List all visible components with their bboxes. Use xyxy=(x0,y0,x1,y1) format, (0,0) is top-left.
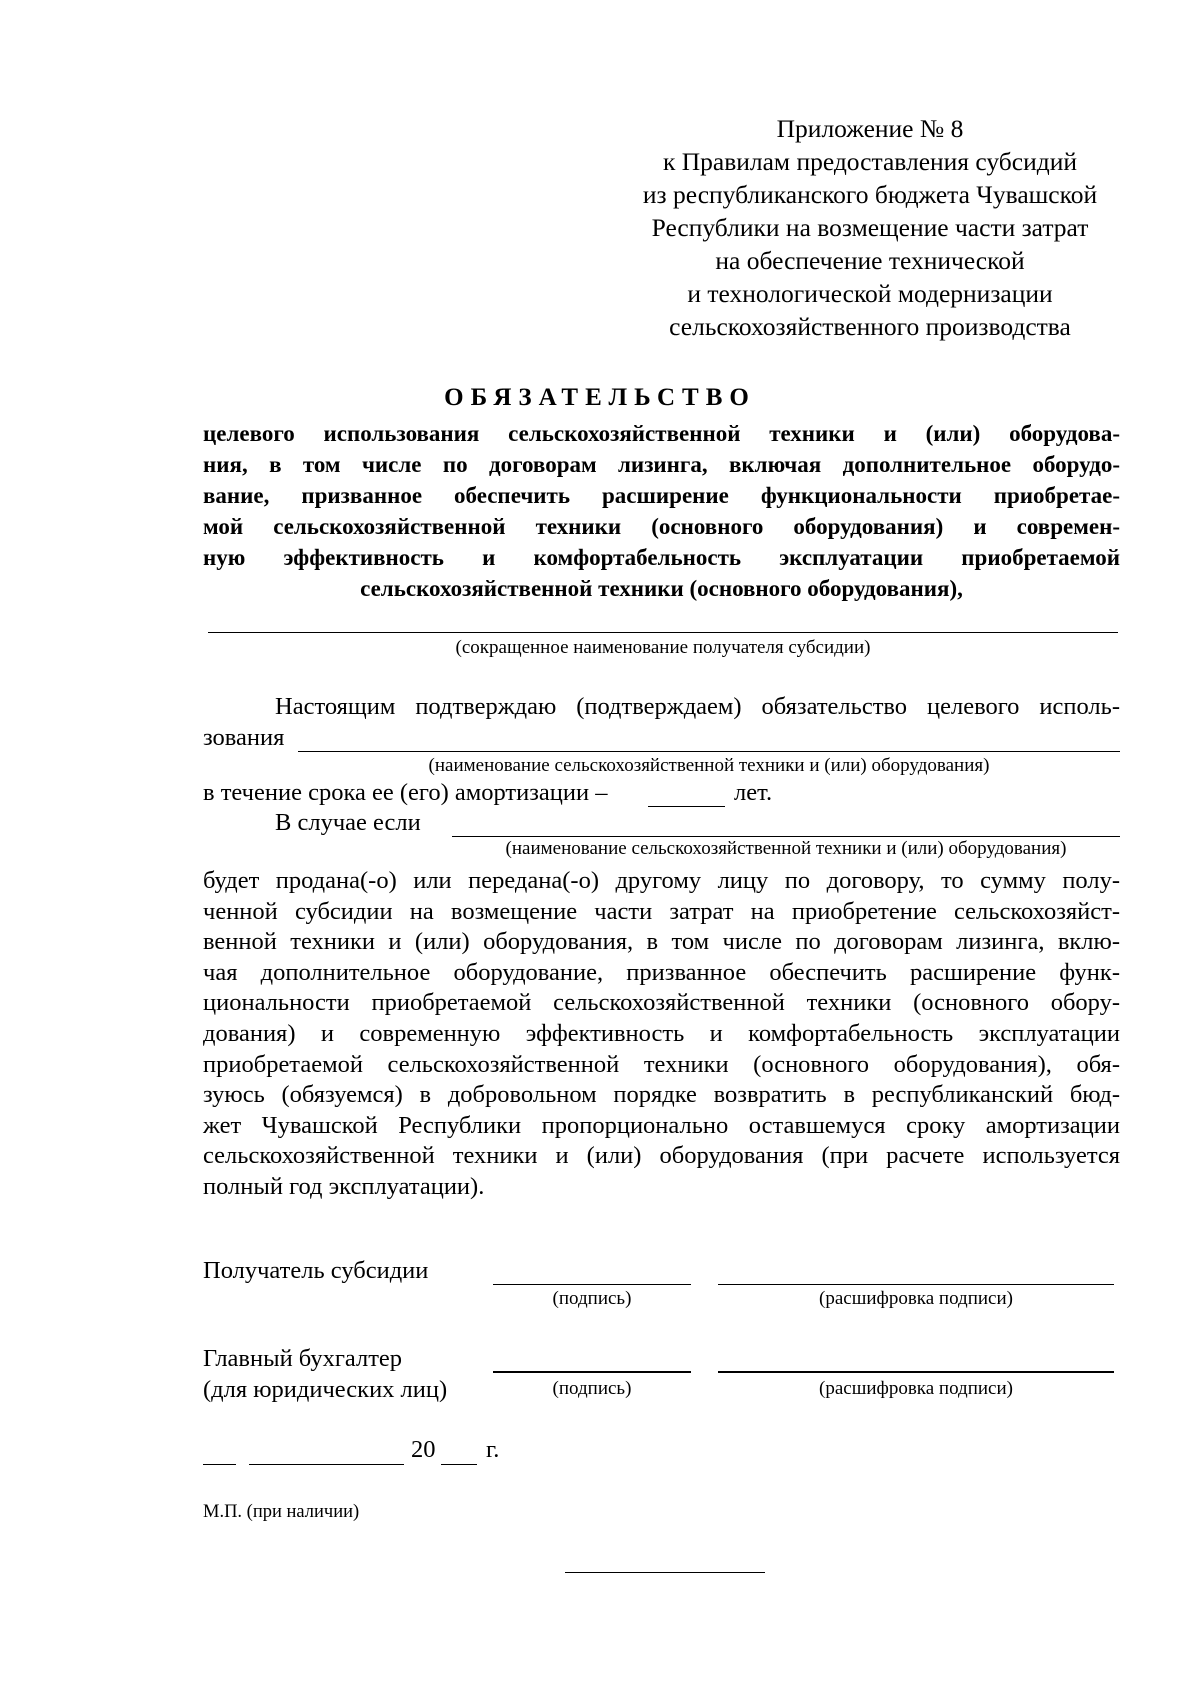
subtitle-line: ния, в том числе по договорам лизинга, включая дополнительное оборудо- xyxy=(203,452,1120,477)
equipment-name-caption-2: (наименование сельскохозяйственной техники и (или) оборудования) xyxy=(505,838,1067,859)
header-line: Приложение № 8 xyxy=(776,114,964,143)
date-century: 20 xyxy=(411,1436,436,1463)
end-divider xyxy=(565,1572,765,1573)
subtitle-line: ную эффективность и комфортабельность эксплуатации приобретаемой xyxy=(203,545,1120,570)
date-day-field[interactable] xyxy=(203,1464,236,1465)
header-line: сельскохозяйственного производства xyxy=(669,312,1071,341)
years-label: лет. xyxy=(734,779,773,806)
header-line: Республики на возмещение части затрат xyxy=(651,213,1089,242)
body-line: чая дополнительное оборудование, призванное обеспечить расширение функ- xyxy=(203,958,1120,986)
recipient-signature-caption: (подпись) xyxy=(552,1288,632,1309)
recipient-label: Получатель субсидии xyxy=(203,1257,429,1284)
body-line: будет продана(-о) или передана(-о) другому лицу по договору, то сумму полу- xyxy=(203,867,1120,894)
amortization-years-field[interactable] xyxy=(648,806,725,807)
subtitle-line: сельскохозяйственной техники (основного оборудования), xyxy=(360,576,963,601)
confirm-line-2: зования xyxy=(203,724,285,751)
amortization-line-label: в течение срока ее (его) амортизации – xyxy=(203,779,608,806)
header-line: к Правилам предоставления субсидий xyxy=(662,147,1078,176)
body-line: приобретаемой сельскохозяйственной техники (основного оборудования), обя- xyxy=(203,1050,1120,1078)
accountant-signature-field[interactable] xyxy=(493,1371,691,1373)
recipient-decode-caption: (расшифровка подписи) xyxy=(819,1288,1013,1309)
appendix-header xyxy=(600,112,1140,343)
recipient-name-caption: (сокращенное наименование получателя субсидии) xyxy=(455,637,871,658)
equipment-name-field-2[interactable] xyxy=(452,836,1120,837)
case-label: В случае если xyxy=(275,809,421,836)
obligation-text xyxy=(203,866,1120,1203)
accountant-note: (для юридических лиц) xyxy=(203,1376,448,1403)
recipient-signature-field[interactable] xyxy=(493,1284,691,1285)
equipment-name-caption: (наименование сельскохозяйственной техники и (или) оборудования) xyxy=(428,755,990,776)
recipient-name-field[interactable] xyxy=(208,632,1118,633)
body-line: жет Чувашской Республики пропорционально оставшемуся сроку амортизации xyxy=(203,1111,1120,1139)
subtitle-line: мой сельскохозяйственной техники (основного оборудования) и современ- xyxy=(203,514,1120,539)
stamp-note: М.П. (при наличии) xyxy=(203,1502,360,1522)
body-line: зуюсь (обязуемся) в добровольном порядке возвратить в республиканский бюд- xyxy=(203,1081,1120,1109)
body-line: полный год эксплуатации). xyxy=(203,1172,485,1200)
date-month-field[interactable] xyxy=(249,1464,404,1465)
equipment-name-field[interactable] xyxy=(298,751,1120,752)
date-year-field[interactable] xyxy=(441,1464,477,1465)
date-year-suffix: г. xyxy=(486,1436,500,1463)
body-line: циональности приобретаемой сельскохозяйственной техники (основного обору- xyxy=(203,989,1120,1017)
header-line: и технологической модернизации xyxy=(687,279,1053,308)
body-line: ченной субсидии на возмещение части затрат на приобретение сельскохозяйст- xyxy=(203,897,1120,925)
header-line: на обеспечение технической xyxy=(715,246,1025,275)
subtitle-line: вание, призванное обеспечить расширение функциональности приобретае- xyxy=(203,483,1120,508)
subtitle-line: целевого использования сельскохозяйственной техники и (или) оборудова- xyxy=(203,421,1120,446)
accountant-decode-field[interactable] xyxy=(718,1371,1114,1373)
header-line: из республиканского бюджета Чувашской xyxy=(642,180,1098,209)
document-title: ОБЯЗАТЕЛЬСТВО xyxy=(444,384,756,411)
confirm-line-1: Настоящим подтверждаю (подтверждаем) обязательство целевого исполь- xyxy=(275,693,1120,720)
body-line: дования) и современную эффективность и комфортабельность эксплуатации xyxy=(203,1019,1120,1047)
recipient-decode-field[interactable] xyxy=(718,1284,1114,1285)
body-line: сельскохозяйственной техники и (или) оборудования (при расчете используется xyxy=(203,1142,1120,1170)
accountant-decode-caption: (расшифровка подписи) xyxy=(819,1378,1013,1399)
accountant-label: Главный бухгалтер xyxy=(203,1345,403,1372)
accountant-signature-caption: (подпись) xyxy=(552,1378,632,1399)
body-line: венной техники и (или) оборудования, в том числе по договорам лизинга, вклю- xyxy=(203,928,1120,956)
